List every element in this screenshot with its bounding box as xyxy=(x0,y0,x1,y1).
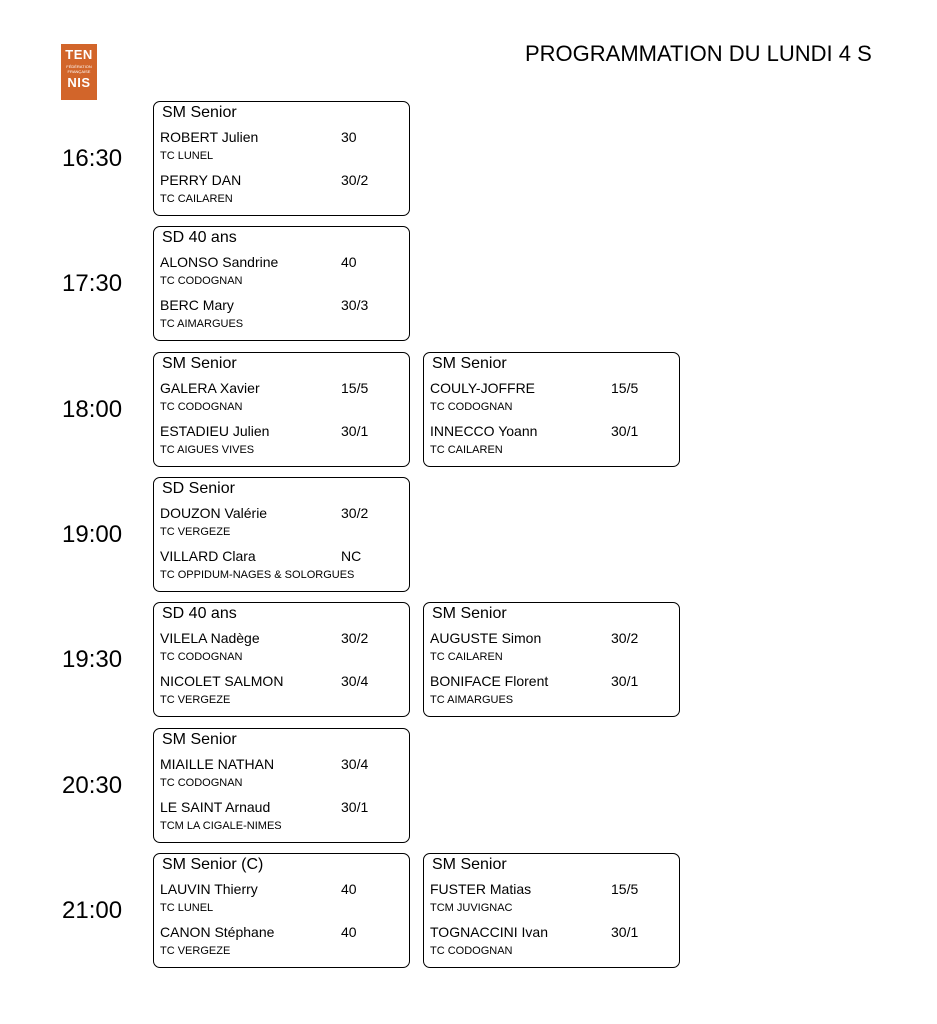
player1-rank: 30/2 xyxy=(611,630,639,647)
match-category: SM Senior xyxy=(432,855,507,873)
player1-name: GALERA Xavier xyxy=(160,379,260,396)
player1-club: TCM JUVIGNAC xyxy=(430,901,513,914)
player2-rank: 30/1 xyxy=(611,673,639,690)
match-card[interactable] xyxy=(423,853,680,968)
match-card[interactable] xyxy=(423,602,680,717)
player1-name: LAUVIN Thierry xyxy=(160,880,258,897)
player2-rank: 30/4 xyxy=(341,673,369,690)
time-slot-label: 18:00 xyxy=(62,395,123,423)
player1-name: DOUZON Valérie xyxy=(160,504,268,521)
player2-name: TOGNACCINI Ivan xyxy=(430,923,548,940)
player1-rank: 30/2 xyxy=(341,630,369,647)
player1-name: AUGUSTE Simon xyxy=(430,630,542,647)
player2-name: CANON Stéphane xyxy=(160,923,275,940)
player1-name: ROBERT Julien xyxy=(160,129,259,145)
time-slot-label: 21:00 xyxy=(62,896,123,924)
match-category: SD 40 ans xyxy=(162,229,237,247)
player2-name: ESTADIEU Julien xyxy=(160,422,270,439)
player2-rank: 30/1 xyxy=(341,798,369,815)
player2-club: TC CAILAREN xyxy=(430,443,503,456)
player2-rank: 30/1 xyxy=(611,422,639,439)
match-card[interactable] xyxy=(153,477,410,592)
player1-club: TC CODOGNAN xyxy=(160,400,243,413)
player1-rank: 40 xyxy=(341,880,357,897)
logo-text-top: TEN xyxy=(65,47,93,62)
player1-club: TC LUNEL xyxy=(160,150,214,162)
player2-club: TC AIMARGUES xyxy=(430,694,514,707)
match-category: SM Senior xyxy=(162,104,237,121)
time-slot-label: 16:30 xyxy=(62,145,123,172)
player2-name: BONIFACE Florent xyxy=(430,673,549,690)
time-slot-label: 19:00 xyxy=(62,520,123,548)
player2-rank: NC xyxy=(341,547,362,564)
time-slot-label: 20:30 xyxy=(62,771,123,799)
match-card[interactable] xyxy=(153,853,410,968)
player1-name: VILELA Nadège xyxy=(160,630,260,647)
match-category: SM Senior xyxy=(162,730,237,748)
match-card[interactable] xyxy=(153,602,410,717)
match-card[interactable] xyxy=(153,352,410,467)
player1-club: TC VERGEZE xyxy=(160,525,231,538)
player2-name: BERC Mary xyxy=(160,297,234,314)
player1-club: TC CAILAREN xyxy=(430,651,503,664)
match-card[interactable] xyxy=(153,728,410,843)
match-card[interactable] xyxy=(423,352,680,467)
player1-club: TC LUNEL xyxy=(160,901,214,914)
player2-name: VILLARD Clara xyxy=(160,547,256,564)
player2-club: TC VERGEZE xyxy=(160,944,231,957)
logo-text-bottom: NIS xyxy=(67,75,91,90)
player1-rank: 30/2 xyxy=(341,504,369,521)
time-slot-label: 17:30 xyxy=(62,270,123,298)
player1-rank: 30/4 xyxy=(341,755,369,772)
player1-club: TC CODOGNAN xyxy=(160,776,243,789)
match-category: SM Senior (C) xyxy=(162,855,264,873)
player2-club: TC CAILAREN xyxy=(160,193,233,205)
fft-logo xyxy=(61,44,97,100)
player1-rank: 15/5 xyxy=(611,880,639,897)
player2-club: TC AIMARGUES xyxy=(160,318,244,331)
match-category: SM Senior xyxy=(162,354,237,372)
player2-rank: 40 xyxy=(341,923,357,940)
page-title: PROGRAMMATION DU LUNDI 4 S xyxy=(525,41,872,66)
player2-club: TC OPPIDUM-NAGES & SOLORGUES xyxy=(160,568,355,581)
player1-name: MIAILLE NATHAN xyxy=(160,755,275,772)
match-card[interactable] xyxy=(153,226,410,341)
player1-rank: 15/5 xyxy=(611,379,639,396)
player2-rank: 30/1 xyxy=(341,422,369,439)
match-category: SM Senior xyxy=(432,605,507,623)
player2-name: NICOLET SALMON xyxy=(160,673,284,690)
player1-name: ALONSO Sandrine xyxy=(160,254,279,271)
player1-rank: 15/5 xyxy=(341,379,369,396)
player1-name: COULY-JOFFRE xyxy=(430,379,536,396)
player2-rank: 30/3 xyxy=(341,297,369,314)
player1-club: TC CODOGNAN xyxy=(430,400,513,413)
match-category: SM Senior xyxy=(432,354,507,372)
player2-club: TC CODOGNAN xyxy=(430,944,513,957)
match-category: SD Senior xyxy=(162,479,235,497)
player2-name: LE SAINT Arnaud xyxy=(160,798,271,815)
player1-club: TC CODOGNAN xyxy=(160,651,243,664)
player1-rank: 40 xyxy=(341,254,357,271)
logo-text-middle: FÉDÉRATION FRANÇAISE xyxy=(66,64,92,74)
player1-club: TC CODOGNAN xyxy=(160,275,243,288)
player2-club: TCM LA CIGALE-NIMES xyxy=(160,819,282,832)
player2-club: TC VERGEZE xyxy=(160,694,231,707)
player1-rank: 30 xyxy=(341,129,357,145)
player2-club: TC AIGUES VIVES xyxy=(160,443,255,456)
player1-name: FUSTER Matias xyxy=(430,880,532,897)
match-card[interactable] xyxy=(153,101,410,216)
player2-rank: 30/2 xyxy=(341,172,369,188)
player2-rank: 30/1 xyxy=(611,923,639,940)
player2-name: INNECCO Yoann xyxy=(430,422,538,439)
time-slot-label: 19:30 xyxy=(62,646,123,674)
match-category: SD 40 ans xyxy=(162,605,237,623)
player2-name: PERRY DAN xyxy=(160,172,242,188)
